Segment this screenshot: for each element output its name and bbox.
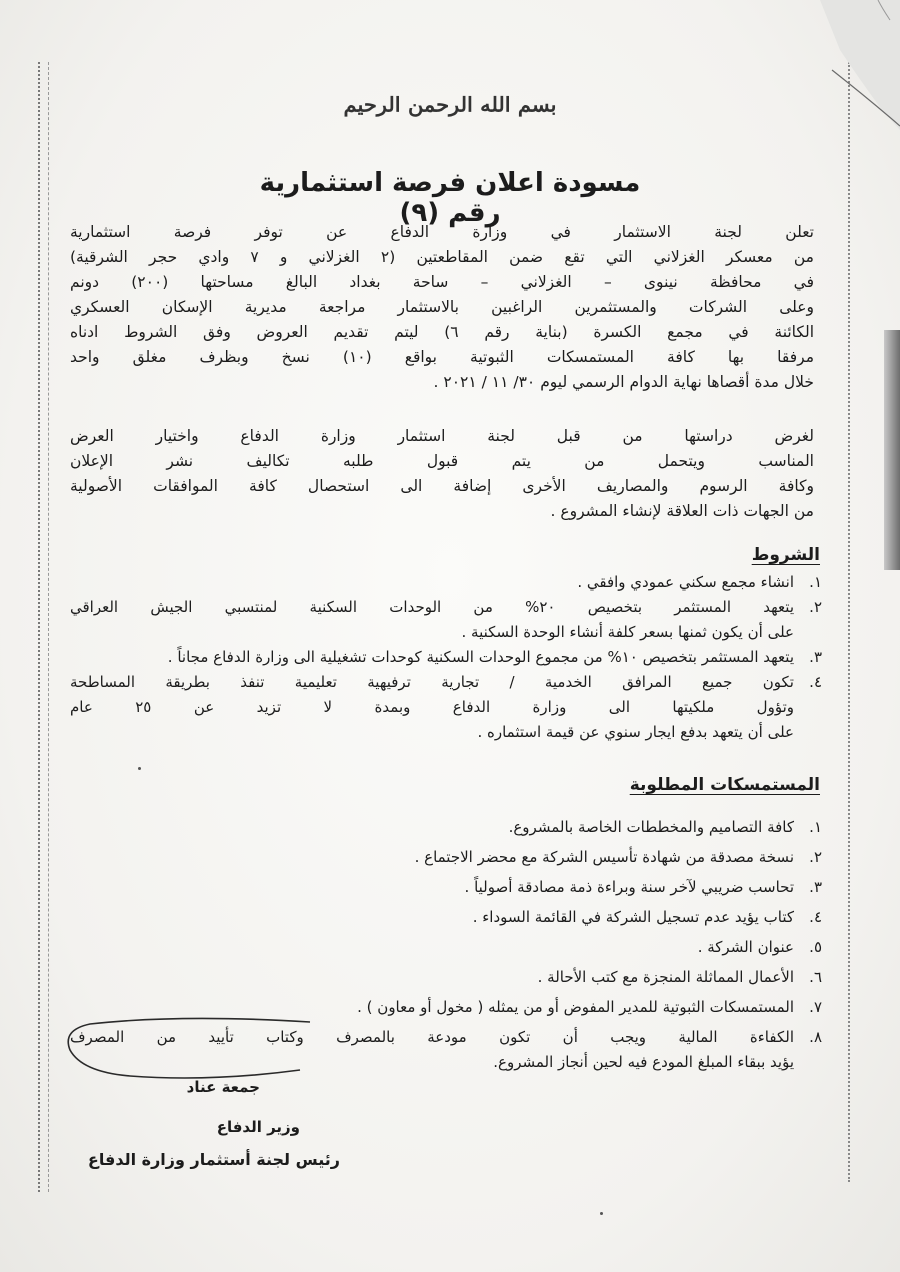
- item-text: يؤيد ببقاء المبلغ المودع فيه لحين أنجاز المشروع.: [493, 1053, 794, 1071]
- condition-item: [70, 570, 822, 595]
- item-text: المستمسكات الثبوتية للمدير المفوض أو من يمثله ( مخول أو معاون ) .: [357, 998, 794, 1016]
- item-number: ٦.: [809, 968, 822, 986]
- paragraph-line: المناسب ويتحمل من يتم قبول طلبه تكاليف نشر الإعلان: [70, 452, 814, 470]
- condition-item: [70, 595, 822, 645]
- item-number: ٣.: [809, 648, 822, 666]
- paragraph-line: في محافظة نينوى – الغزلاني – ساحة بغداد البالغ مساحتها (٢٠٠) دونم: [70, 273, 814, 291]
- item-text: كافة التصاميم والمخططات الخاصة بالمشروع.: [508, 818, 794, 836]
- item-number: ٣.: [809, 878, 822, 896]
- conditions-list: [70, 570, 822, 745]
- document-item: [70, 815, 822, 840]
- item-text: يتعهد المستثمر بتخصيص ١٠% من مجموع الوحدات السكنية كوحدات تشغيلية الى وزارة الدفاع مجاناً .: [167, 648, 794, 666]
- item-number: ٥.: [809, 938, 822, 956]
- scan-speck: [600, 1212, 603, 1215]
- document-item: [70, 935, 822, 960]
- paragraph-line: تعلن لجنة الاستثمار في وزارة الدفاع عن توفر فرصة استثمارية: [70, 223, 814, 241]
- item-text: تكون جميع المرافق الخدمية / تجارية ترفيهية تعليمية تنفذ بطريقة المساطحة: [70, 673, 794, 691]
- signatory-title: وزير الدفاع: [216, 1118, 300, 1136]
- item-text: تحاسب ضريبي لآخر سنة وبراءة ذمة مصادقة أصولياً .: [464, 878, 794, 896]
- purpose-paragraph: [70, 424, 814, 524]
- announcement-paragraph: [70, 220, 814, 395]
- item-text: الكفاءة المالية ويجب أن تكون مودعة بالمصرف وكتاب تأييد من المصرف: [70, 1028, 794, 1046]
- item-text: الأعمال المماثلة المنجزة مع كتب الأحالة .: [537, 968, 794, 986]
- paragraph-line: خلال مدة أقصاها نهاية الدوام الرسمي ليوم ٣٠/ ١١ / ٢٠٢١ .: [433, 373, 814, 391]
- item-number: ١.: [809, 818, 822, 836]
- item-number: ١.: [809, 573, 822, 591]
- paragraph-line: وعلى الشركات والمستثمرين الراغبين بالاستثمار مراجعة مديرية الإسكان العسكري: [70, 298, 814, 316]
- documents-heading: المستمسكات المطلوبة: [629, 775, 820, 795]
- condition-item: [70, 645, 822, 670]
- paragraph-line: من الجهات ذات العلاقة لإنشاء المشروع .: [550, 502, 814, 520]
- item-number: ٨.: [809, 1028, 822, 1046]
- conditions-heading: الشروط: [751, 545, 820, 565]
- item-number: ٢.: [809, 598, 822, 616]
- paragraph-line: وكافة الرسوم والمصاريف الأخرى إضافة الى استحصال كافة الموافقات الأصولية: [70, 477, 814, 495]
- page-corner-fold: [820, 0, 900, 130]
- right-margin-border: [842, 62, 850, 1182]
- item-text: يتعهد المستثمر بتخصيص ٢٠% من الوحدات السكنية لمنتسبي الجيش العراقي: [70, 598, 794, 616]
- item-number: ٢.: [809, 848, 822, 866]
- signatory-role: رئيس لجنة أستثمار وزارة الدفاع: [87, 1150, 340, 1169]
- paragraph-line: من معسكر الغزلاني التي تقع ضمن المقاطعتين (٢ الغزلاني و ٧ وادي حجر الشرقية): [70, 248, 814, 266]
- item-number: ٤.: [809, 908, 822, 926]
- scan-shadow-edge: [884, 330, 900, 570]
- signatory-name: جمعة عناد: [186, 1078, 260, 1096]
- item-number: ٧.: [809, 998, 822, 1016]
- item-text: على أن يتعهد بدفع ايجار سنوي عن قيمة استثماره .: [477, 723, 794, 741]
- document-item: [70, 965, 822, 990]
- document-item: [70, 905, 822, 930]
- condition-item: [70, 670, 822, 745]
- paragraph-line: الكائنة في مجمع الكسرة (بناية رقم ٦) ليتم تقديم العروض وفق الشروط ادناه: [70, 323, 814, 341]
- item-text: نسخة مصدقة من شهادة تأسيس الشركة مع محضر الاجتماع .: [414, 848, 794, 866]
- paragraph-line: لغرض دراستها من قبل لجنة استثمار وزارة الدفاع واختيار العرض: [70, 427, 814, 445]
- item-number: ٤.: [809, 673, 822, 691]
- item-text: عنوان الشركة .: [697, 938, 794, 956]
- document-item: [70, 875, 822, 900]
- item-text: كتاب يؤيد عدم تسجيل الشركة في القائمة السوداء .: [472, 908, 794, 926]
- paragraph-line: مرفقا بها كافة المستمسكات الثبوتية بواقع (١٠) نسخ وبظرف مغلق واحد: [70, 348, 814, 366]
- item-text: على أن يكون ثمنها بسعر كلفة أنشاء الوحدة السكنية .: [461, 623, 794, 641]
- basmala-text: بسم الله الرحمن الرحيم: [343, 92, 557, 116]
- left-margin-border: [38, 62, 49, 1192]
- document-item: [70, 845, 822, 870]
- scan-speck: [138, 767, 141, 770]
- basmala: [330, 86, 570, 122]
- item-text: انشاء مجمع سكني عمودي وافقي .: [577, 573, 794, 591]
- item-text: وتؤول ملكيتها الى وزارة الدفاع وبمدة لا تزيد عن ٢٥ عام: [70, 698, 794, 716]
- page-title: مسودة اعلان فرصة استثمارية رقم (٩): [259, 168, 641, 228]
